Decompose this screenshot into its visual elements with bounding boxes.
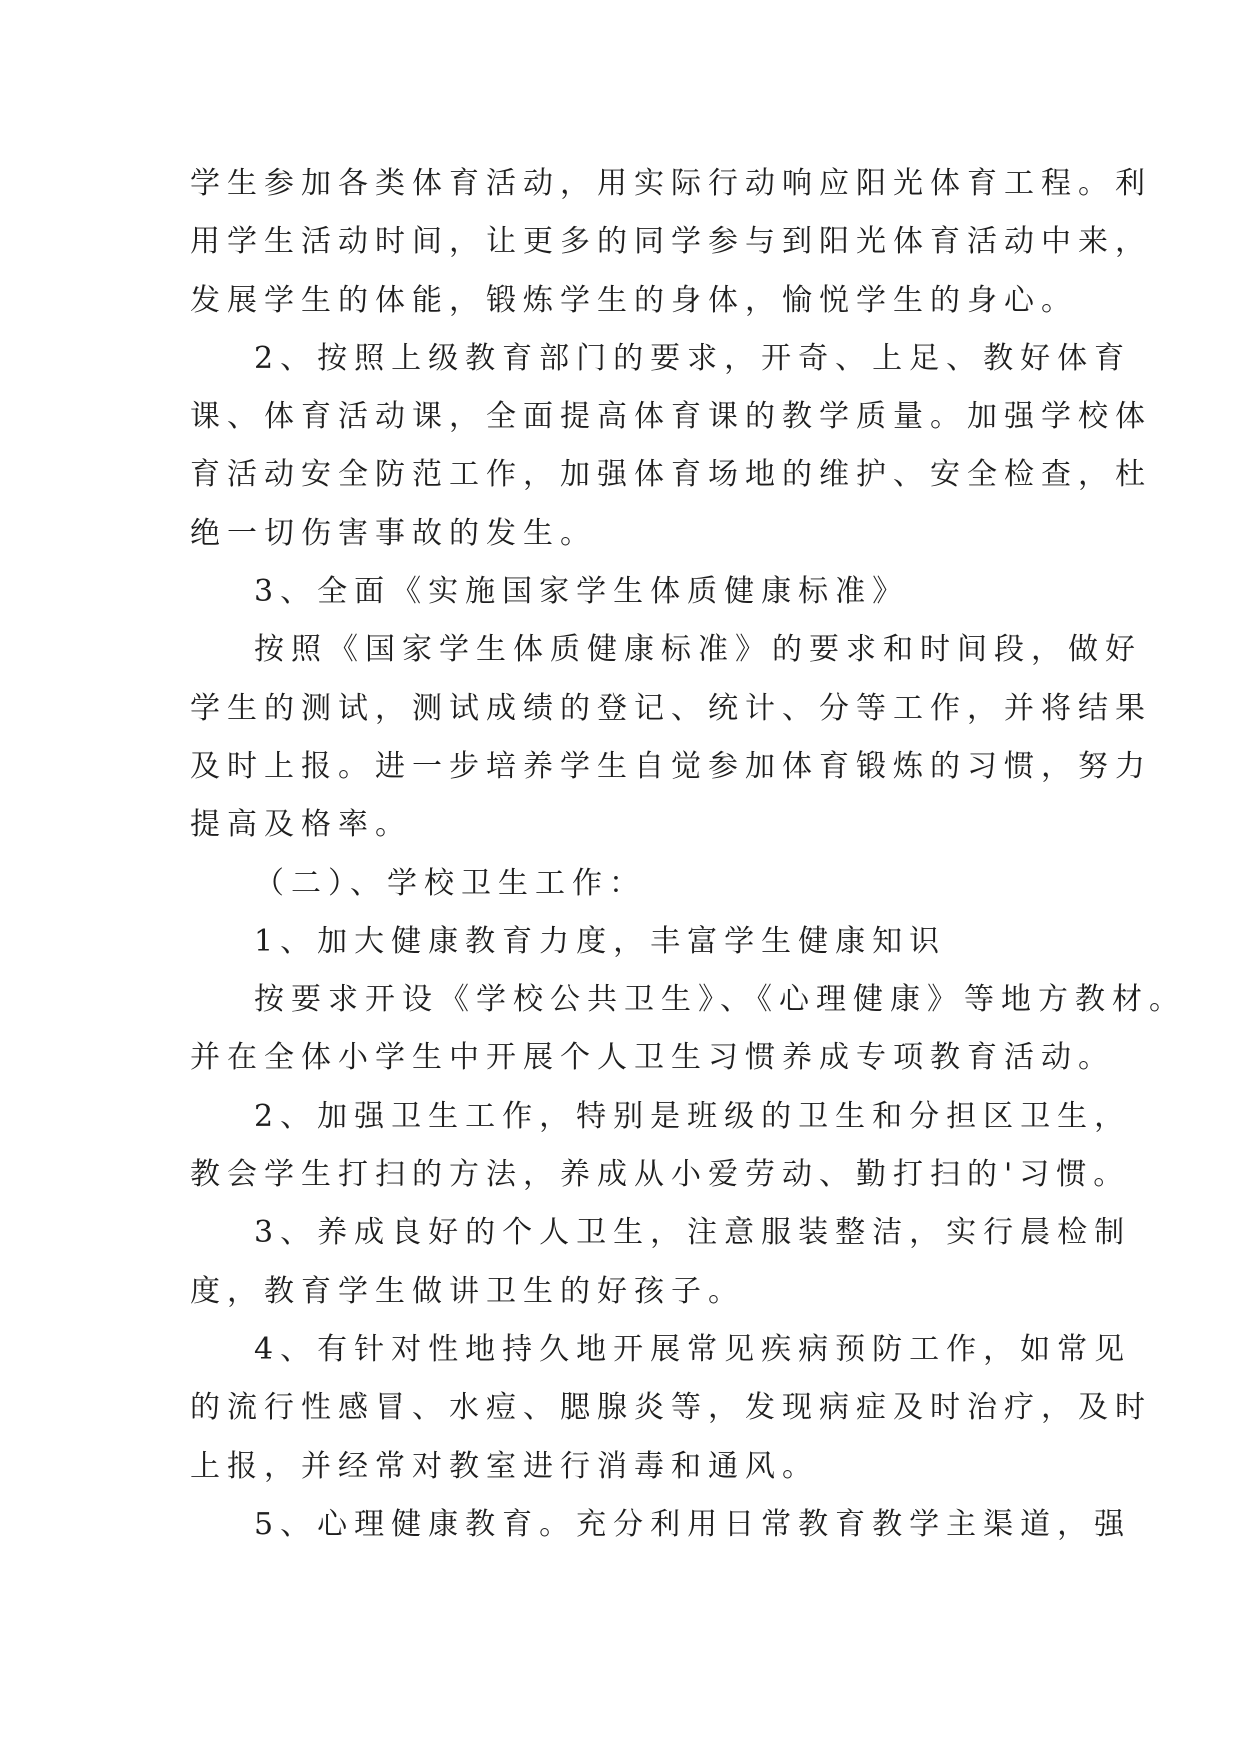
- text-line: 按照《国家学生体质健康标准》的要求和时间段，做好: [254, 632, 1142, 668]
- text-line: 绝一切伤害事故的发生。: [190, 515, 597, 551]
- text-line: 2、加强卫生工作，特别是班级的卫生和分担区卫生，: [254, 1098, 1132, 1134]
- text-line: 学生的测试，测试成绩的登记、统计、分等工作，并将结果: [190, 690, 1152, 726]
- text-line: 用学生活动时间，让更多的同学参与到阳光体育活动中来，: [190, 224, 1152, 260]
- text-line: 按要求开设《学校公共卫生》、《心理健康》等地方教材。: [254, 982, 1186, 1018]
- text-line: 学生参加各类体育活动，用实际行动响应阳光体育工程。利: [190, 166, 1152, 201]
- text-line: 4、有针对性地持久地开展常见疾病预防工作，如常见: [254, 1331, 1132, 1367]
- text-line: 并在全体小学生中开展个人卫生习惯养成专项教育活动。: [190, 1040, 1115, 1076]
- text-line: 度，教育学生做讲卫生的好孩子。: [190, 1273, 745, 1309]
- text-line: 教会学生打扫的方法，养成从小爱劳动、勤打扫的'习惯。: [190, 1157, 1131, 1193]
- text-line: 育活动安全防范工作，加强体育场地的维护、安全检查，杜: [190, 457, 1152, 493]
- text-line: 及时上报。进一步培养学生自觉参加体育锻炼的习惯，努力: [190, 748, 1152, 784]
- body-text: [190, 155, 1186, 1554]
- text-line: 5、心理健康教育。充分利用日常教育教学主渠道，强: [254, 1506, 1132, 1542]
- text-line: 上报，并经常对教室进行消毒和通风。: [190, 1448, 819, 1484]
- text-line: 的流行性感冒、水痘、腮腺炎等，发现病症及时治疗，及时: [190, 1390, 1152, 1426]
- text-line: 1、加大健康教育力度，丰富学生健康知识: [254, 923, 947, 959]
- text-line: 提高及格率。: [190, 807, 412, 843]
- section-heading: （二）、学校卫生工作：: [254, 865, 646, 901]
- text-line: 发展学生的体能，锻炼学生的身体，愉悦学生的身心。: [190, 282, 1078, 318]
- text-line: 3、养成良好的个人卫生，注意服装整洁，实行晨检制: [254, 1215, 1132, 1251]
- text-line: 3、全面《实施国家学生体质健康标准》: [254, 574, 910, 610]
- text-line: 课、体育活动课，全面提高体育课的教学质量。加强学校体: [190, 399, 1152, 435]
- text-line: 2、按照上级教育部门的要求，开奇、上足、教好体育: [254, 340, 1132, 376]
